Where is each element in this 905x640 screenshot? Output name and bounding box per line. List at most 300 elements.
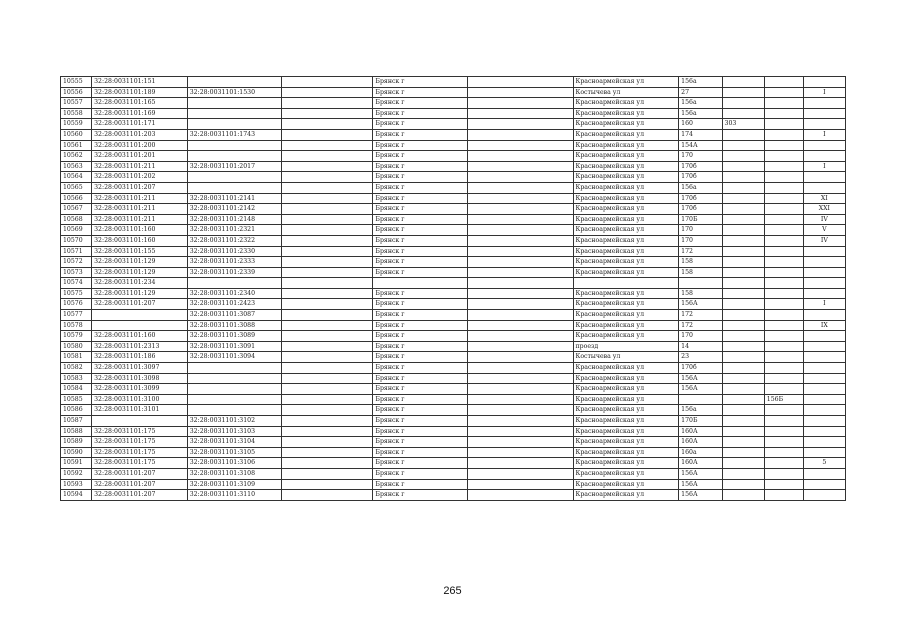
table-row xyxy=(61,172,846,183)
extra-number-cell xyxy=(764,490,803,501)
blank-cell xyxy=(282,468,373,479)
row-id-cell: 10568 xyxy=(61,214,92,225)
row-id-cell: 10587 xyxy=(61,416,92,427)
extra-number-cell xyxy=(764,352,803,363)
house-number-cell: 158 xyxy=(679,288,722,299)
street-cell: Красноармейская ул xyxy=(573,151,679,162)
house-number-cell: 14 xyxy=(679,341,722,352)
table-row xyxy=(61,225,846,236)
row-id-cell: 10567 xyxy=(61,204,92,215)
cadastral-number-cell: 32:28:0031101:2313 xyxy=(92,341,188,352)
parent-cadastral-cell: 32:28:0031101:3103 xyxy=(187,426,282,437)
cadastral-number-cell: 32:28:0031101:165 xyxy=(92,98,188,109)
extra-number-cell xyxy=(764,98,803,109)
cadastral-number-cell: 32:28:0031101:129 xyxy=(92,267,188,278)
blank-cell xyxy=(467,363,573,374)
extra-number-cell xyxy=(764,384,803,395)
street-cell: Красноармейская ул xyxy=(573,98,679,109)
blank-cell xyxy=(282,193,373,204)
house-number-cell xyxy=(679,394,722,405)
extra-number-cell xyxy=(764,108,803,119)
blank-cell xyxy=(282,363,373,374)
parent-cadastral-cell: 32:28:0031101:3104 xyxy=(187,437,282,448)
blank-cell xyxy=(282,458,373,469)
cadastral-number-cell: 32:28:0031101:207 xyxy=(92,182,188,193)
blank-cell xyxy=(467,468,573,479)
room-number-cell xyxy=(803,341,845,352)
cadastral-number-cell: 32:28:0031101:211 xyxy=(92,204,188,215)
parent-cadastral-cell: 32:28:0031101:3094 xyxy=(187,352,282,363)
extra-number-cell xyxy=(764,447,803,458)
extra-number-cell xyxy=(764,140,803,151)
blank-cell xyxy=(467,182,573,193)
cadastral-number-cell: 32:28:0031101:129 xyxy=(92,288,188,299)
blank-cell xyxy=(467,299,573,310)
apartment-cell xyxy=(722,490,764,501)
house-number-cell: 170 xyxy=(679,151,722,162)
room-number-cell: 5 xyxy=(803,458,845,469)
row-id-cell: 10574 xyxy=(61,278,92,289)
house-number-cell: 156А xyxy=(679,490,722,501)
cadastral-number-cell: 32:28:0031101:175 xyxy=(92,426,188,437)
blank-cell xyxy=(282,490,373,501)
room-number-cell xyxy=(803,108,845,119)
row-id-cell: 10579 xyxy=(61,331,92,342)
house-number-cell: 156А xyxy=(679,384,722,395)
parent-cadastral-cell: 32:28:0031101:2142 xyxy=(187,204,282,215)
street-cell: Красноармейская ул xyxy=(573,214,679,225)
row-id-cell: 10589 xyxy=(61,437,92,448)
row-id-cell: 10569 xyxy=(61,225,92,236)
table-row xyxy=(61,416,846,427)
street-cell: Красноармейская ул xyxy=(573,288,679,299)
row-id-cell: 10558 xyxy=(61,108,92,119)
cadastral-number-cell: 32:28:0031101:189 xyxy=(92,87,188,98)
table-row xyxy=(61,384,846,395)
street-cell: Красноармейская ул xyxy=(573,108,679,119)
cadastral-number-cell: 32:28:0031101:151 xyxy=(92,77,188,88)
street-cell: Красноармейская ул xyxy=(573,77,679,88)
city-cell: Брянск г xyxy=(373,257,468,268)
street-cell: Красноармейская ул xyxy=(573,384,679,395)
room-number-cell xyxy=(803,246,845,257)
cadastral-number-cell: 32:28:0031101:3097 xyxy=(92,363,188,374)
city-cell: Брянск г xyxy=(373,426,468,437)
city-cell: Брянск г xyxy=(373,394,468,405)
parent-cadastral-cell xyxy=(187,363,282,374)
house-number-cell: 170 xyxy=(679,235,722,246)
table-row xyxy=(61,267,846,278)
cadastral-number-cell xyxy=(92,310,188,321)
room-number-cell xyxy=(803,98,845,109)
blank-cell xyxy=(467,310,573,321)
table-row xyxy=(61,87,846,98)
blank-cell xyxy=(467,151,573,162)
blank-cell xyxy=(282,479,373,490)
row-id-cell: 10565 xyxy=(61,182,92,193)
house-number-cell: 170Б xyxy=(679,214,722,225)
cadastral-number-cell: 32:28:0031101:201 xyxy=(92,151,188,162)
house-number-cell: 160 xyxy=(679,119,722,130)
city-cell: Брянск г xyxy=(373,352,468,363)
parent-cadastral-cell: 32:28:0031101:2423 xyxy=(187,299,282,310)
city-cell: Брянск г xyxy=(373,87,468,98)
parent-cadastral-cell xyxy=(187,384,282,395)
table-row xyxy=(61,405,846,416)
blank-cell xyxy=(282,341,373,352)
blank-cell xyxy=(282,310,373,321)
blank-cell xyxy=(282,352,373,363)
blank-cell xyxy=(282,108,373,119)
apartment-cell xyxy=(722,140,764,151)
table-row xyxy=(61,235,846,246)
apartment-cell xyxy=(722,108,764,119)
street-cell: Красноармейская ул xyxy=(573,331,679,342)
room-number-cell: IX xyxy=(803,320,845,331)
blank-cell xyxy=(282,394,373,405)
parent-cadastral-cell: 32:28:0031101:3108 xyxy=(187,468,282,479)
extra-number-cell xyxy=(764,77,803,88)
room-number-cell: IV xyxy=(803,214,845,225)
house-number-cell: 170б xyxy=(679,172,722,183)
blank-cell xyxy=(467,87,573,98)
cadastral-number-cell: 32:28:0031101:175 xyxy=(92,437,188,448)
cadastral-number-cell xyxy=(92,320,188,331)
table-row xyxy=(61,151,846,162)
blank-cell xyxy=(467,172,573,183)
extra-number-cell: 156Б xyxy=(764,394,803,405)
table-row xyxy=(61,77,846,88)
room-number-cell xyxy=(803,447,845,458)
city-cell: Брянск г xyxy=(373,341,468,352)
house-number-cell: 156А xyxy=(679,479,722,490)
blank-cell xyxy=(467,257,573,268)
parent-cadastral-cell: 32:28:0031101:2141 xyxy=(187,193,282,204)
row-id-cell: 10585 xyxy=(61,394,92,405)
blank-cell xyxy=(282,447,373,458)
blank-cell xyxy=(282,416,373,427)
extra-number-cell xyxy=(764,257,803,268)
table-row xyxy=(61,447,846,458)
room-number-cell: XI xyxy=(803,193,845,204)
cadastral-number-cell: 32:28:0031101:171 xyxy=(92,119,188,130)
table-row xyxy=(61,193,846,204)
apartment-cell: 303 xyxy=(722,119,764,130)
street-cell: Красноармейская ул xyxy=(573,119,679,130)
row-id-cell: 10582 xyxy=(61,363,92,374)
apartment-cell xyxy=(722,468,764,479)
apartment-cell xyxy=(722,352,764,363)
parent-cadastral-cell: 32:28:0031101:3105 xyxy=(187,447,282,458)
street-cell: Красноармейская ул xyxy=(573,129,679,140)
room-number-cell xyxy=(803,479,845,490)
parent-cadastral-cell xyxy=(187,405,282,416)
blank-cell xyxy=(282,288,373,299)
blank-cell xyxy=(467,161,573,172)
city-cell: Брянск г xyxy=(373,119,468,130)
street-cell: Красноармейская ул xyxy=(573,363,679,374)
extra-number-cell xyxy=(764,426,803,437)
city-cell: Брянск г xyxy=(373,320,468,331)
cadastral-number-cell: 32:28:0031101:3099 xyxy=(92,384,188,395)
room-number-cell xyxy=(803,416,845,427)
row-id-cell: 10564 xyxy=(61,172,92,183)
extra-number-cell xyxy=(764,182,803,193)
row-id-cell: 10563 xyxy=(61,161,92,172)
parent-cadastral-cell: 32:28:0031101:2333 xyxy=(187,257,282,268)
row-id-cell: 10559 xyxy=(61,119,92,130)
property-register-table xyxy=(60,76,846,501)
room-number-cell xyxy=(803,352,845,363)
extra-number-cell xyxy=(764,119,803,130)
room-number-cell xyxy=(803,426,845,437)
blank-cell xyxy=(282,437,373,448)
city-cell xyxy=(373,278,468,289)
blank-cell xyxy=(282,214,373,225)
apartment-cell xyxy=(722,373,764,384)
apartment-cell xyxy=(722,426,764,437)
row-id-cell: 10556 xyxy=(61,87,92,98)
apartment-cell xyxy=(722,458,764,469)
parent-cadastral-cell: 32:28:0031101:2148 xyxy=(187,214,282,225)
table-row xyxy=(61,246,846,257)
street-cell: Красноармейская ул xyxy=(573,193,679,204)
parent-cadastral-cell: 32:28:0031101:2322 xyxy=(187,235,282,246)
city-cell: Брянск г xyxy=(373,458,468,469)
city-cell: Брянск г xyxy=(373,267,468,278)
cadastral-number-cell: 32:28:0031101:207 xyxy=(92,490,188,501)
room-number-cell xyxy=(803,363,845,374)
street-cell: Красноармейская ул xyxy=(573,172,679,183)
street-cell: Красноармейская ул xyxy=(573,257,679,268)
apartment-cell xyxy=(722,182,764,193)
house-number-cell: 170б xyxy=(679,193,722,204)
parent-cadastral-cell: 32:28:0031101:3089 xyxy=(187,331,282,342)
cadastral-number-cell: 32:28:0031101:155 xyxy=(92,246,188,257)
row-id-cell: 10561 xyxy=(61,140,92,151)
parent-cadastral-cell xyxy=(187,373,282,384)
row-id-cell: 10571 xyxy=(61,246,92,257)
parent-cadastral-cell xyxy=(187,140,282,151)
blank-cell xyxy=(282,267,373,278)
parent-cadastral-cell: 32:28:0031101:2330 xyxy=(187,246,282,257)
blank-cell xyxy=(282,172,373,183)
blank-cell xyxy=(282,320,373,331)
blank-cell xyxy=(467,426,573,437)
apartment-cell xyxy=(722,151,764,162)
cadastral-number-cell: 32:28:0031101:207 xyxy=(92,479,188,490)
house-number-cell: 156а xyxy=(679,405,722,416)
apartment-cell xyxy=(722,172,764,183)
parent-cadastral-cell xyxy=(187,182,282,193)
extra-number-cell xyxy=(764,193,803,204)
street-cell: Красноармейская ул xyxy=(573,447,679,458)
table-row xyxy=(61,479,846,490)
blank-cell xyxy=(282,98,373,109)
cadastral-number-cell: 32:28:0031101:200 xyxy=(92,140,188,151)
apartment-cell xyxy=(722,193,764,204)
blank-cell xyxy=(282,129,373,140)
row-id-cell: 10581 xyxy=(61,352,92,363)
room-number-cell xyxy=(803,437,845,448)
apartment-cell xyxy=(722,204,764,215)
parent-cadastral-cell: 32:28:0031101:3087 xyxy=(187,310,282,321)
parent-cadastral-cell xyxy=(187,172,282,183)
cadastral-number-cell: 32:28:0031101:3100 xyxy=(92,394,188,405)
extra-number-cell xyxy=(764,373,803,384)
extra-number-cell xyxy=(764,320,803,331)
apartment-cell xyxy=(722,129,764,140)
apartment-cell xyxy=(722,331,764,342)
street-cell: Красноармейская ул xyxy=(573,310,679,321)
extra-number-cell xyxy=(764,204,803,215)
apartment-cell xyxy=(722,98,764,109)
table-row xyxy=(61,257,846,268)
house-number-cell: 160А xyxy=(679,458,722,469)
blank-cell xyxy=(467,331,573,342)
city-cell: Брянск г xyxy=(373,193,468,204)
table-row xyxy=(61,490,846,501)
extra-number-cell xyxy=(764,416,803,427)
city-cell: Брянск г xyxy=(373,225,468,236)
street-cell: Красноармейская ул xyxy=(573,479,679,490)
room-number-cell xyxy=(803,182,845,193)
blank-cell xyxy=(467,394,573,405)
cadastral-number-cell: 32:28:0031101:160 xyxy=(92,225,188,236)
blank-cell xyxy=(467,384,573,395)
room-number-cell xyxy=(803,267,845,278)
apartment-cell xyxy=(722,77,764,88)
page-number: 265 xyxy=(443,585,462,597)
extra-number-cell xyxy=(764,151,803,162)
city-cell: Брянск г xyxy=(373,288,468,299)
parent-cadastral-cell: 32:28:0031101:1743 xyxy=(187,129,282,140)
apartment-cell xyxy=(722,225,764,236)
city-cell: Брянск г xyxy=(373,447,468,458)
house-number-cell: 170 xyxy=(679,225,722,236)
cadastral-number-cell: 32:28:0031101:175 xyxy=(92,458,188,469)
street-cell: проезд xyxy=(573,341,679,352)
extra-number-cell xyxy=(764,331,803,342)
row-id-cell: 10566 xyxy=(61,193,92,204)
parent-cadastral-cell: 32:28:0031101:2340 xyxy=(187,288,282,299)
table-row xyxy=(61,129,846,140)
house-number-cell: 156а xyxy=(679,98,722,109)
city-cell: Брянск г xyxy=(373,204,468,215)
table-row xyxy=(61,426,846,437)
cadastral-number-cell: 32:28:0031101:160 xyxy=(92,235,188,246)
cadastral-number-cell: 32:28:0031101:211 xyxy=(92,193,188,204)
blank-cell xyxy=(282,87,373,98)
room-number-cell xyxy=(803,405,845,416)
apartment-cell xyxy=(722,384,764,395)
parent-cadastral-cell: 32:28:0031101:3110 xyxy=(187,490,282,501)
street-cell: Красноармейская ул xyxy=(573,394,679,405)
row-id-cell: 10584 xyxy=(61,384,92,395)
city-cell: Брянск г xyxy=(373,373,468,384)
blank-cell xyxy=(282,331,373,342)
room-number-cell: I xyxy=(803,87,845,98)
cadastral-number-cell: 32:28:0031101:203 xyxy=(92,129,188,140)
blank-cell xyxy=(282,182,373,193)
room-number-cell: XXI xyxy=(803,204,845,215)
row-id-cell: 10592 xyxy=(61,468,92,479)
house-number-cell: 158 xyxy=(679,267,722,278)
extra-number-cell xyxy=(764,129,803,140)
extra-number-cell xyxy=(764,288,803,299)
table-row xyxy=(61,182,846,193)
table-row xyxy=(61,468,846,479)
room-number-cell xyxy=(803,119,845,130)
row-id-cell: 10577 xyxy=(61,310,92,321)
house-number-cell: 156А xyxy=(679,299,722,310)
cadastral-number-cell: 32:28:0031101:207 xyxy=(92,299,188,310)
street-cell: Красноармейская ул xyxy=(573,490,679,501)
cadastral-number-cell: 32:28:0031101:207 xyxy=(92,468,188,479)
table-row xyxy=(61,108,846,119)
cadastral-number-cell: 32:28:0031101:234 xyxy=(92,278,188,289)
house-number-cell: 154А xyxy=(679,140,722,151)
blank-cell xyxy=(467,405,573,416)
blank-cell xyxy=(467,416,573,427)
city-cell: Брянск г xyxy=(373,299,468,310)
extra-number-cell xyxy=(764,458,803,469)
cadastral-number-cell xyxy=(92,416,188,427)
blank-cell xyxy=(467,341,573,352)
parent-cadastral-cell xyxy=(187,394,282,405)
apartment-cell xyxy=(722,235,764,246)
row-id-cell: 10594 xyxy=(61,490,92,501)
parent-cadastral-cell: 32:28:0031101:2321 xyxy=(187,225,282,236)
room-number-cell xyxy=(803,172,845,183)
extra-number-cell xyxy=(764,405,803,416)
street-cell: Красноармейская ул xyxy=(573,225,679,236)
house-number-cell: 27 xyxy=(679,87,722,98)
city-cell: Брянск г xyxy=(373,98,468,109)
parent-cadastral-cell: 32:28:0031101:1530 xyxy=(187,87,282,98)
city-cell: Брянск г xyxy=(373,129,468,140)
parent-cadastral-cell: 32:28:0031101:3109 xyxy=(187,479,282,490)
city-cell: Брянск г xyxy=(373,140,468,151)
table-body xyxy=(61,77,846,501)
house-number-cell: 160а xyxy=(679,447,722,458)
blank-cell xyxy=(467,225,573,236)
parent-cadastral-cell: 32:28:0031101:3091 xyxy=(187,341,282,352)
blank-cell xyxy=(282,426,373,437)
parent-cadastral-cell: 32:28:0031101:3088 xyxy=(187,320,282,331)
blank-cell xyxy=(282,161,373,172)
cadastral-number-cell: 32:28:0031101:3098 xyxy=(92,373,188,384)
house-number-cell: 172 xyxy=(679,310,722,321)
parent-cadastral-cell: 32:28:0031101:2017 xyxy=(187,161,282,172)
blank-cell xyxy=(282,151,373,162)
apartment-cell xyxy=(722,278,764,289)
table-row xyxy=(61,352,846,363)
blank-cell xyxy=(467,98,573,109)
row-id-cell: 10593 xyxy=(61,479,92,490)
city-cell: Брянск г xyxy=(373,77,468,88)
room-number-cell: I xyxy=(803,161,845,172)
room-number-cell xyxy=(803,257,845,268)
parent-cadastral-cell xyxy=(187,119,282,130)
street-cell: Красноармейская ул xyxy=(573,426,679,437)
cadastral-number-cell: 32:28:0031101:129 xyxy=(92,257,188,268)
cadastral-number-cell: 32:28:0031101:3101 xyxy=(92,405,188,416)
parent-cadastral-cell xyxy=(187,151,282,162)
table-row xyxy=(61,214,846,225)
apartment-cell xyxy=(722,214,764,225)
city-cell: Брянск г xyxy=(373,182,468,193)
